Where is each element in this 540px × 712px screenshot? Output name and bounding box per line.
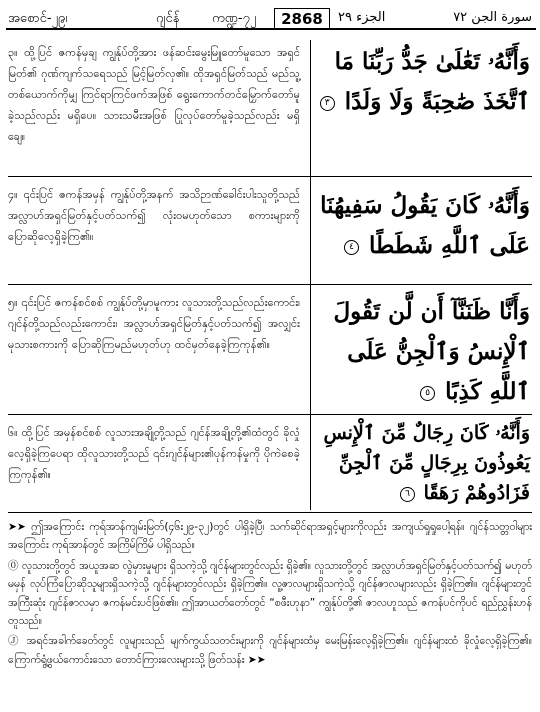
- verses-section: [8, 40, 532, 510]
- verse-translation: ၃။ ထို့ပြင် ဇကန်မှချ ကျွန်ုပ်တို့အား ဖန်ဆင်းမွေးမြူတော်မူသော အရှင်မြတ်၏ ဂုဏ်ကျက်သရေသည် မြင့်မြတ်လှ၏။ ထိုအရှင်မြတ်သည် မည်သူ့တစ်ယောက်ကိုမျှ ကြင်ရာကြင်ဖက်အဖြစ် ရွေးကောက်တင်မြှောက်တော်မူခဲ့သည်လည်း မရှိပေ။ သားသမီးအဖြစ် ပြုလုပ်တော်မူခဲ့သည်လည်း မရှိချေ။: [8, 46, 300, 143]
- verse-number-marker: ٥: [420, 386, 435, 401]
- footnote: ➤➤ ဤအကြောင်း ကုရ်အာန်ကျမ်းမြတ်(၄၆း၂၉-၃၂)တွင် ပါရှိခဲ့ပြီ၊ သက်ဆိုင်ရာအရှင့်များကိုလည်း အကျယ်ရှုရှုပေါ့ရန်။ ဂျင်န်သတ္တဝါများအကြောင်း ကုရ်အာန်တွင် အကြိမ်ကြိမ် ပါရှိသည်။: [8, 521, 532, 552]
- footnotes: [8, 518, 532, 671]
- surah-name-burmese: ဂျင်န်: [156, 11, 180, 26]
- footnotes-rule: [8, 512, 532, 513]
- verse-row: [8, 40, 532, 168]
- verse-separator: [8, 414, 532, 415]
- verse-number-marker: ٤: [344, 240, 359, 255]
- verse-arabic: [318, 292, 530, 412]
- volume-label: အစောင်-၂၉၊: [8, 11, 68, 26]
- verse-number-marker: ٣: [320, 96, 335, 111]
- verse-arabic: [318, 186, 530, 266]
- verse-translation: ၄။ ၎င်းပြင် ဇကန်အမှန် ကျွန်ုပ်တို့အနက် အသိဉာဏ်ခေါင်းပါးသူတို့သည် အလ္လာဟ်အရှင်မြတ်နှင့်ပတ်သက်၍ လုံးဝမဟုတ်သော စကားများကို ပြောဆိုလေ့ရှိခဲ့ကြ၏။: [8, 188, 300, 243]
- verse-arabic-text: وَأَنَّهُۥ كَانَ رِجَالٌ مِّنَ ٱلْإِنسِ يَعُوذُونَ بِرِجَالٍ مِّنَ ٱلْجِنِّ فَزَادُوهُمْ رَهَقًا: [323, 422, 530, 504]
- verse-arabic: [318, 42, 530, 122]
- verse-arabic: [318, 418, 530, 508]
- verse-arabic-text: وَأَنَّهُۥ تَعَٰلَىٰ جَدُّ رَبِّنَا مَا ٱتَّخَذَ صَٰحِبَةً وَلَا وَلَدًا: [334, 48, 530, 115]
- surah-name-arabic: سورة الجن ٧٢: [453, 10, 532, 25]
- verse-translation: ၆။ ထို့ပြင် အမှန်စင်စစ် လူသားအချို့တို့သည် ဂျင်န်အချို့တို့၏ထံတွင် ခိုလှုံလေ့ရှိခဲ့ကြပေရာ ထိုလူသားတို့သည် ၎င်းဂျင်န်များ၏ပုန်ကန်မှုကို ပိုကဲစေခဲ့ကြကုန်၏။: [8, 426, 300, 481]
- footnote: Ⓙ အရင်အခါက်ခေတ်တွင် လူများသည် မျက်ကွယ်သတင်းများကို ဂျင်န်များထံမှ မေးမြန်းလေ့ရှိခဲ့ကြ၏။ ဂျင်န်များထံ ခိုလှုံလေ့ရှိခဲ့ကြ၏။ ကြောက်ရွံ့ဖွယ်ကောင်းသော တောင်ကြားလေးများသို့ ဖြတ်သန်း ➤➤: [8, 635, 532, 666]
- verse-translation: ၅။ ၎င်းပြင် ဇကန်စင်စစ် ကျွန်ုပ်တို့မှာမူကား လူသားတို့သည်လည်းကောင်း၊ ဂျင်န်တို့သည်လည်းကောင်း၊ အလ္လာဟ်အရှင်မြတ်နှင့်ပတ်သက်၍ အလျှင်းမုသားစကားကို ပြောဆိုကြမည်မဟုတ်ဟု ထင်မှတ်နေခဲ့ကြကုန်၏။: [8, 296, 300, 351]
- verse-row: [8, 180, 532, 290]
- verse-separator: [8, 284, 532, 285]
- verse-arabic-text: وَأَنَّا ظَنَنَّآ أَن لَّن تَقُولَ ٱلْإِنسُ وَٱلْجِنُّ عَلَى ٱللَّهِ كَذِبًا: [333, 298, 530, 405]
- verse-arabic-text: وَأَنَّهُۥ كَانَ يَقُولُ سَفِيهُنَا عَلَى ٱللَّهِ شَطَطًا: [320, 192, 530, 259]
- chapter-label: ကဏ္ဍ-၇၂: [212, 11, 257, 26]
- header-rule: [6, 28, 536, 30]
- juz-label-arabic: الجزء ٢٩: [338, 10, 386, 25]
- page-number: 2868: [274, 8, 330, 29]
- page-header: [6, 8, 536, 30]
- verse-number-marker: ٦: [400, 487, 415, 502]
- verse-row: [8, 418, 532, 510]
- footnote: ⓪ လူသားတို့တွင် အယူအဆ လွဲမှားမှုများ ရှိသကဲ့သို့ ဂျင်န်များတွင်လည်း ရှိခဲ့၏။ လူသားတို့တွင် အလ္လာဟ်အရှင်မြတ်နှင့်ပတ်သက်၍ မဟုတ်မမှန် လုပ်ကြံပြောဆိုသူများရှိသကဲ့သို့ ဂျင်န်များတွင်လည်း ရှိခဲ့ကြ၏။ လူ့ဇာလများရှိသကဲ့သို့ ဂျင်န်ဇာလများလည်း ရှိခဲ့ကြ၏။ ဂျင်န်များတွင် အကြီးဆုံး ဂျင်န်ဇာလမှာ ဇကန်မင်းပင်ဖြစ်၏။ ဤအာယတ်တော်တွင် “စဖီးဟုနာ” ကျွန်ုပ်တို့၏ ဇာလဟူသည် ဇကန်ပင်ကိုပင် ရည်ညွှန်းဟန် တူသည်။: [8, 559, 532, 628]
- verse-row: [8, 288, 532, 416]
- verse-separator: [8, 176, 532, 177]
